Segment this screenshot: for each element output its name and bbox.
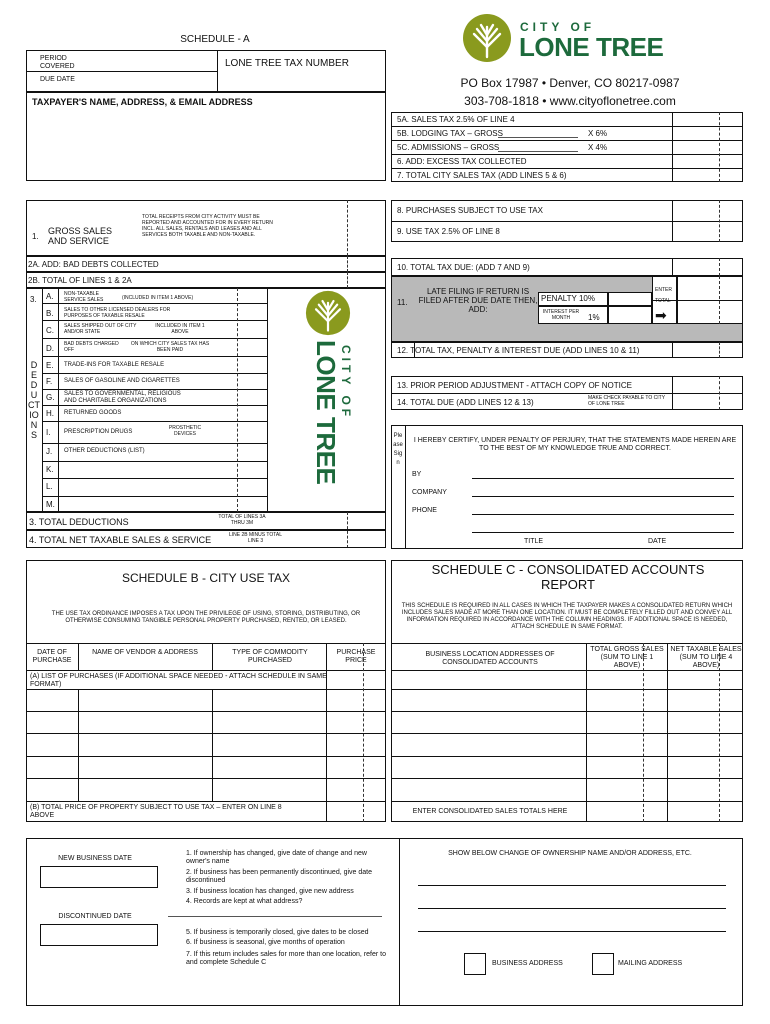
please-sign-label: Please Sign [393, 433, 403, 466]
total-deductions: 3. TOTAL DEDUCTIONS [29, 517, 129, 527]
item-f-text: SALES OF GASOLINE AND CIGARETTES [64, 378, 180, 384]
logo-city-of: CITY OF [520, 20, 596, 34]
line-9: 9. USE TAX 2.5% OF LINE 8 [397, 227, 500, 236]
item-d: D. [46, 344, 54, 353]
schedule-c-title: SCHEDULE C - CONSOLIDATED ACCOUNTS REPORT [431, 562, 705, 592]
discontinued-date-input[interactable] [40, 924, 158, 946]
item-a-text: NON-TAXABLE SERVICE SALES [64, 291, 104, 303]
city-address: PO Box 17987 • Denver, CO 80217-0987 [460, 76, 680, 90]
list-of-purchases: (A) LIST OF PURCHASES (IF ADDITIONAL SPACE NEEDED - ATTACH SCHEDULE IN SAME FORMAT) [30, 673, 327, 688]
signature-line[interactable] [472, 478, 734, 479]
company-label: COMPANY [412, 489, 447, 496]
item-a: A. [46, 292, 54, 301]
due-date-label: DUE DATE [40, 76, 75, 83]
lone-tree-logo-vertical-icon [305, 290, 351, 336]
schedule-c-desc: THIS SCHEDULE IS REQUIRED IN ALL CASES IN WHICH THE TAXPAYER MAKES A CONSOLIDATED RETURN WHICH INCLUDES SALES MADE AT MORE THAN ONE LOCATION. IT MUST BE COMPLETELY FILLED OUT AND CONVEY ALL INFORMATION REQUIRED IN ACCORDANCE WITH THE COLUMN HEADINGS. IF ADDITIONAL SPACE IS NEEDED, ATTACH SCHEDULE IN SAME FORMAT. [401, 603, 733, 630]
line-3-num: 3. [30, 295, 37, 304]
item-a-note: (INCLUDED IN ITEM 1 ABOVE) [122, 295, 194, 301]
instruction-2: 2. If business has been permanently discontinued, give date discontinued [186, 869, 373, 884]
item-i: I. [46, 428, 51, 437]
new-business-date-input[interactable] [40, 866, 158, 888]
item-c: C. [46, 326, 54, 335]
line-1-num: 1. [32, 232, 39, 241]
item-e: E. [46, 361, 54, 370]
item-k: K. [46, 465, 54, 474]
item-b-text: SALES TO OTHER LICENSED DEALERS FOR PURPOSES OF TAXABLE RESALE [64, 307, 171, 319]
item-f: F. [46, 377, 53, 386]
date-label: DATE [648, 538, 667, 545]
line-11-text: LATE FILING IF RETURN IS FILED AFTER DUE DATE THEN, ADD: [418, 287, 538, 314]
mailing-address-checkbox[interactable] [592, 953, 614, 975]
line-7: 7. TOTAL CITY SALES TAX (ADD LINES 5 & 6) [397, 171, 567, 180]
deductions-vertical-label: DEDUCTIONS [28, 360, 40, 440]
new-business-date-label: NEW BUSINESS DATE [58, 855, 132, 862]
logo-vertical-city-of: CITY OF [339, 345, 353, 421]
line-5c-rate: X 4% [588, 143, 608, 152]
line-1-note: TOTAL RECEIPTS FROM CITY ACTIVITY MUST BE REPORTED AND ACCOUNTED FOR IN EVERY RETURN INCL. ALL SALES, RENTALS AND LEASES AND ALL SERVICES BOTH TAXABLE AND NON-TAXABLE. [142, 214, 273, 238]
line-1-label: GROSS SALES AND SERVICE [48, 226, 113, 246]
item-d-note: ON WHICH CITY SALES TAX HAS BEEN PAID [130, 341, 210, 353]
enter-label: ENTER [655, 287, 672, 293]
bottom-box [26, 838, 743, 1006]
col-purchase-price: PURCHASE PRICE [336, 649, 376, 664]
taxpayer-label: TAXPAYER'S NAME, ADDRESS, & EMAIL ADDRESS [32, 97, 253, 107]
schedule-b-desc: THE USE TAX ORDINANCE IMPOSES A TAX UPON THE PRIVILEGE OF USING, STORING, DISTRIBUTING, OR OTHERWISE CONSUMING TANGIBLE PERSONAL PROPERTY PURCHASED, RENTED, OR LEASED. [51, 611, 361, 624]
instruction-3: 3. If business location has changed, give new address [186, 888, 354, 895]
item-h: H. [46, 409, 54, 418]
instruction-5: 5. If business is temporarily closed, give dates to be closed [186, 929, 369, 936]
line-5b: 5B. LODGING TAX – GROSS [397, 129, 503, 138]
tax-number-label: LONE TREE TAX NUMBER [225, 58, 349, 69]
line-5b-rate: X 6% [588, 129, 608, 138]
col-date-of-purchase: DATE OF PURCHASE [32, 649, 72, 664]
schedule-b-title: SCHEDULE B - CITY USE TAX [121, 571, 291, 585]
item-d-text: BAD DEBTS CHARGED OFF [64, 341, 119, 353]
by-label: BY [412, 471, 422, 478]
line-12: 12. TOTAL TAX, PENALTY & INTEREST DUE (ADD LINES 10 & 11) [397, 346, 640, 355]
business-address-checkbox[interactable] [464, 953, 486, 975]
col-total-gross: TOTAL GROSS SALES (SUM TO LINE 1 ABOVE) [590, 646, 664, 669]
item-j-text: OTHER DEDUCTIONS (LIST) [64, 448, 145, 454]
mailing-address-label: MAILING ADDRESS [618, 960, 683, 967]
instruction-4: 4. Records are kept at what address? [186, 898, 303, 905]
col-business-location: BUSINESS LOCATION ADDRESSES OF CONSOLIDATED ACCOUNTS [425, 651, 555, 666]
total-price-b: (B) TOTAL PRICE OF PROPERTY SUBJECT TO USE TAX – ENTER ON LINE 8 ABOVE [30, 804, 282, 819]
total-label: TOTAL [655, 298, 671, 304]
item-m: M. [46, 500, 55, 509]
schedule-a-title: SCHEDULE - A [180, 34, 250, 45]
schedule-c-box [391, 560, 743, 822]
col-vendor: NAME OF VENDOR & ADDRESS [92, 649, 198, 656]
discontinued-date-label: DISCONTINUED DATE [58, 913, 132, 920]
enter-consolidated-totals: ENTER CONSOLIDATED SALES TOTALS HERE [412, 808, 568, 815]
instruction-6: 6. If business is seasonal, give months of operation [186, 939, 345, 946]
col-commodity: TYPE OF COMMODITY PURCHASED [232, 649, 308, 664]
col-net-taxable: NET TAXABLE SALES (SUM TO LINE 4 ABOVE) [670, 646, 742, 669]
line-10: 10. TOTAL TAX DUE: (ADD 7 AND 9) [397, 263, 530, 272]
line-13: 13. PRIOR PERIOD ADJUSTMENT - ATTACH COPY OF NOTICE [397, 381, 632, 390]
instruction-7: 7. If this return includes sales for more than one location, refer to and complete Schedule C [186, 951, 386, 966]
item-b: B. [46, 309, 54, 318]
item-g: G. [46, 393, 55, 402]
item-c-note: INCLUDED IN ITEM 1 ABOVE [155, 323, 205, 335]
schedule-b-box [26, 560, 386, 822]
interest-label: INTEREST PER MONTH [542, 309, 580, 321]
logo-vertical-lone-tree: LONE TREE [311, 340, 341, 485]
item-i-text2: PROSTHETIC DEVICES [168, 425, 202, 437]
city-phone-web: 303-708-1818 • www.cityoflonetree.com [464, 94, 676, 108]
item-j: J. [46, 447, 53, 456]
net-taxable: 4. TOTAL NET TAXABLE SALES & SERVICE [29, 535, 212, 545]
item-l: L. [46, 482, 53, 491]
logo-lone-tree: LONE TREE [519, 32, 664, 62]
phone-label: PHONE [412, 507, 437, 514]
ownership-line-1[interactable] [418, 885, 726, 886]
arrow-right-icon: ➡ [655, 307, 667, 323]
item-h-text: RETURNED GOODS [64, 410, 122, 416]
period-covered-label: PERIOD COVERED [40, 55, 75, 70]
line-6: 6. ADD: EXCESS TAX COLLECTED [397, 157, 527, 166]
line-5a: 5A. SALES TAX 2.5% OF LINE 4 [397, 115, 515, 124]
instruction-1: 1. If ownership has changed, give date of change and new owner's name [186, 850, 367, 865]
interest-rate: 1% [588, 313, 600, 322]
line-2b: 2B. TOTAL OF LINES 1 & 2A [28, 276, 132, 285]
line-2a: 2A. ADD: BAD DEBTS COLLECTED [28, 260, 159, 269]
line-14: 14. TOTAL DUE (ADD LINES 12 & 13) [397, 398, 534, 407]
ownership-line-3[interactable] [418, 931, 726, 932]
item-g-text: SALES TO GOVERNMENTAL, RELIGIOUS AND CHARITABLE ORGANIZATIONS [64, 391, 181, 404]
item-i-text: PRESCRIPTION DRUGS [64, 429, 133, 435]
make-check-note: MAKE CHECK PAYABLE TO CITY OF LONE TREE [588, 395, 665, 407]
certify-statement: I HEREBY CERTIFY, UNDER PENALTY OF PERJURY, THAT THE STATEMENTS MADE HEREIN ARE TO THE BEST OF MY KNOWLEDGE TRUE AND CORRECT. [413, 437, 737, 452]
penalty-label: PENALTY 10% [541, 294, 595, 303]
net-taxable-note: LINE 2B MINUS TOTAL LINE 3 [228, 532, 283, 544]
business-address-label: BUSINESS ADDRESS [492, 960, 563, 967]
line-5c: 5C. ADMISSIONS – GROSS [397, 143, 500, 152]
item-c-text: SALES SHIPPED OUT OF CITY AND/OR STATE [64, 323, 137, 335]
total-deductions-note: TOTAL OF LINES 3A THRU 3M [218, 514, 266, 526]
lone-tree-logo-icon [462, 13, 512, 63]
show-below-label: SHOW BELOW CHANGE OF OWNERSHIP NAME AND/OR ADDRESS, ETC. [448, 850, 692, 857]
company-line[interactable] [472, 496, 734, 497]
line-11-num: 11. [397, 298, 408, 307]
item-e-text: TRADE-INS FOR TAXABLE RESALE [64, 362, 165, 368]
line-8: 8. PURCHASES SUBJECT TO USE TAX [397, 206, 543, 215]
ownership-line-2[interactable] [418, 908, 726, 909]
phone-line[interactable] [472, 514, 734, 515]
title-label: TITLE [524, 538, 544, 545]
